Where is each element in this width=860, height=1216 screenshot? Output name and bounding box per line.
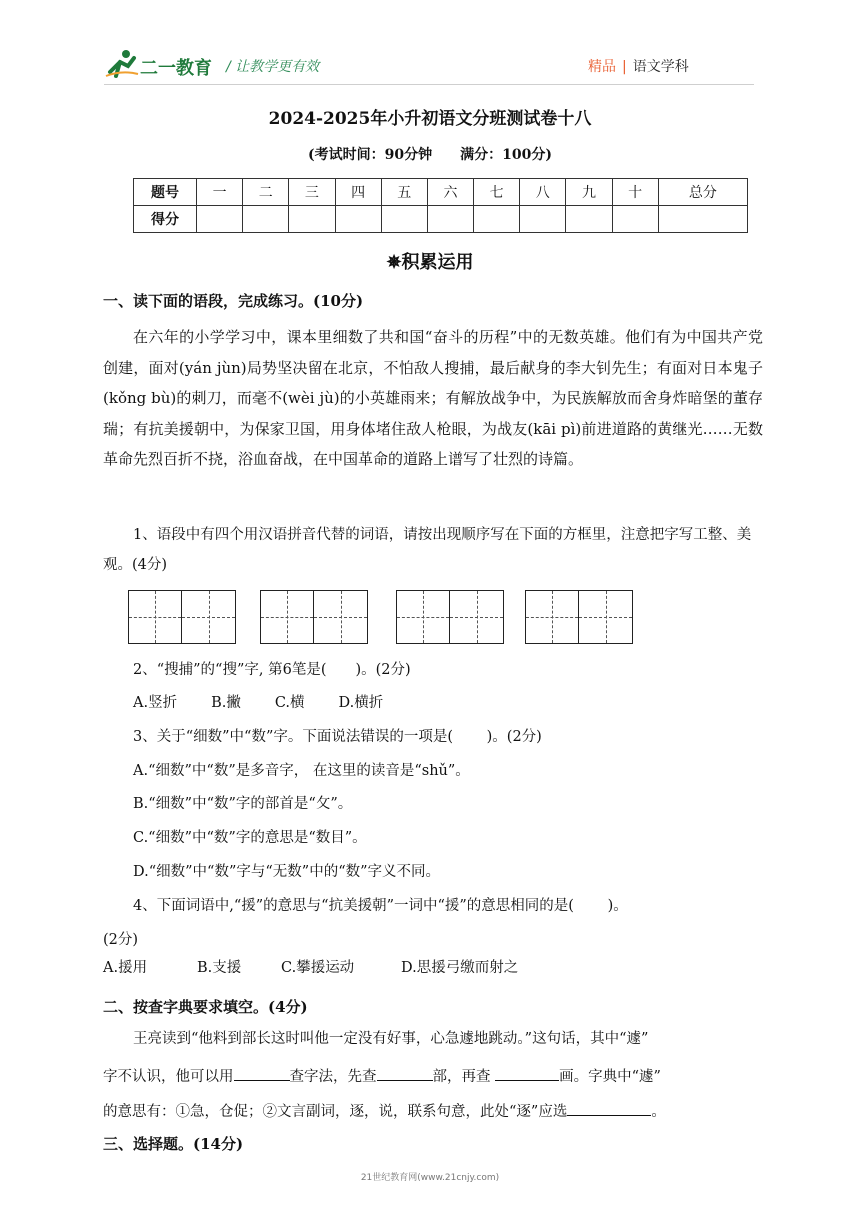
score-input-cell[interactable] <box>474 206 520 233</box>
writing-cell[interactable] <box>397 591 450 643</box>
question-2-line-3: 的意思有：①急，仓促；②文言副词，逐，说，联系句意，此处“逐”应选 。 <box>103 1097 763 1127</box>
question-1-2-options <box>133 688 793 718</box>
score-input-cell[interactable] <box>243 206 289 233</box>
score-input-cell[interactable] <box>612 206 658 233</box>
score-table-cell: 八 <box>520 179 566 206</box>
brand-slogan: / 让教学更有效 <box>226 59 320 75</box>
option-c[interactable]: C.“细数”中“数”字的意思是“数目”。 <box>133 830 367 846</box>
tag-separator: | <box>622 59 627 75</box>
score-table-cell: 得分 <box>134 206 197 233</box>
option-b[interactable]: B.“细数”中“数”字的部首是“攵”。 <box>133 796 353 812</box>
score-table-cell: 一 <box>197 179 243 206</box>
writing-box[interactable] <box>128 590 236 644</box>
score-table-cell: 十 <box>612 179 658 206</box>
score-table-cell: 九 <box>566 179 612 206</box>
exam-info: (考试时间：90分钟 满分：100分) <box>308 147 552 163</box>
writing-box[interactable] <box>396 590 504 644</box>
writing-cell[interactable] <box>261 591 314 643</box>
question-1-1: 1、语段中有四个用汉语拼音代替的词语，请按出现顺序写在下面的方框里，注意把字写工整、美观。(4分) <box>103 527 752 573</box>
answer-blank[interactable] <box>234 1064 290 1081</box>
score-table-cell: 四 <box>335 179 381 206</box>
score-input-cell[interactable] <box>289 206 335 233</box>
option-d[interactable]: D.思援弓缴而射之 <box>401 960 519 976</box>
score-input-cell[interactable] <box>335 206 381 233</box>
score-input-cell[interactable] <box>658 206 747 233</box>
score-input-cell[interactable] <box>520 206 566 233</box>
option-d[interactable]: D.“细数”中“数”字与“无数”中的“数”字义不同。 <box>133 864 441 880</box>
question-2-line-2: 字不认识，他可以用 查字法，先查 部，再查 画。字典中“遽” <box>103 1062 763 1092</box>
option-a[interactable]: A.援用 <box>103 960 148 976</box>
score-table-cell: 六 <box>427 179 473 206</box>
header-tags <box>588 56 689 76</box>
score-input-cell[interactable] <box>427 206 473 233</box>
question-1-4: 4、下面词语中,“援”的意思与“抗美援朝”一词中“援”的意思相同的是( )。 <box>133 898 628 914</box>
score-input-cell[interactable] <box>381 206 427 233</box>
writing-cell[interactable] <box>579 591 632 643</box>
option-c[interactable]: C.横 <box>274 695 305 711</box>
score-input-cell[interactable] <box>197 206 243 233</box>
question-3-heading: 三、选择题。(14分) <box>103 1135 244 1153</box>
option-d[interactable]: D.横折 <box>338 695 384 711</box>
option-b[interactable]: B.撇 <box>211 695 241 711</box>
brand-name: 二一教育 <box>140 58 212 79</box>
writing-cell[interactable] <box>450 591 503 643</box>
writing-cell[interactable] <box>182 591 235 643</box>
premium-tag: 精品 <box>588 59 616 75</box>
writing-cell[interactable] <box>526 591 579 643</box>
question-1-2: 2、“搜捕”的“搜”字, 第6笔是( )。(2分) <box>133 662 411 678</box>
question-1-3: 3、关于“细数”中“数”字。下面说法错误的一项是( )。(2分) <box>133 729 542 745</box>
question-1-4-options <box>103 953 763 983</box>
option-b[interactable]: B.支援 <box>197 960 242 976</box>
score-input-cell[interactable] <box>566 206 612 233</box>
writing-cell[interactable] <box>129 591 182 643</box>
score-table <box>133 178 748 233</box>
exam-title: 2024-2025年小升初语文分班测试卷十八 <box>268 109 592 129</box>
page-footer: 21世纪教育网(www.21cnjy.com) <box>360 1173 500 1183</box>
question-1-heading: 一、读下面的语段，完成练习。(10分) <box>103 292 364 310</box>
score-table-header-row <box>134 179 748 206</box>
option-c[interactable]: C.攀援运动 <box>281 960 355 976</box>
subject-tag: 语文学科 <box>632 59 689 75</box>
writing-box[interactable] <box>260 590 368 644</box>
score-table-cell: 七 <box>474 179 520 206</box>
score-table-score-row <box>134 206 748 233</box>
answer-blank[interactable] <box>377 1064 433 1081</box>
question-2-line-1: 王亮读到“他料到部长这时叫他一定没有好事，心急遽地跳动。”这句话，其中“遽” <box>133 1031 649 1047</box>
option-a[interactable]: A.“细数”中“数”是多音字， 在这里的读音是“shǔ”。 <box>133 763 470 779</box>
option-a[interactable]: A.竖折 <box>133 695 178 711</box>
writing-cell[interactable] <box>314 591 367 643</box>
header-divider <box>104 84 754 85</box>
score-table-cell: 二 <box>243 179 289 206</box>
score-table-cell: 三 <box>289 179 335 206</box>
writing-box[interactable] <box>525 590 633 644</box>
score-table-cell: 总分 <box>658 179 747 206</box>
score-table-cell: 题号 <box>134 179 197 206</box>
question-1-4-points: (2分) <box>103 932 139 948</box>
score-table-cell: 五 <box>381 179 427 206</box>
section-title: ✵积累运用 <box>386 252 474 273</box>
reading-passage: 在六年的小学学习中，课本里细数了共和国“奋斗的历程”中的无数英雄。他们有为中国共产党创建，面对(yán jùn)局势坚决留在北京，不怕敌人搜捕，最后献身的李大钊先生；有面对日本鬼子(kǒng bù)的刺刀，而毫不(wèi jù)的小英雄雨来；有解放战争中，为民族解放而舍身炸暗堡的董存瑞；有抗美援朝中，为保家卫国，用身体堵住敌人枪眼，为战友(kāi pì)前进道路的黄继光……无数革命先烈百折不挠，浴血奋战，在中国革命的道路上谱写了壮烈的诗篇。 <box>103 328 763 468</box>
answer-blank[interactable] <box>495 1064 559 1081</box>
answer-blank[interactable] <box>567 1099 651 1116</box>
question-2-heading: 二、按查字典要求填空。(4分) <box>103 998 308 1016</box>
